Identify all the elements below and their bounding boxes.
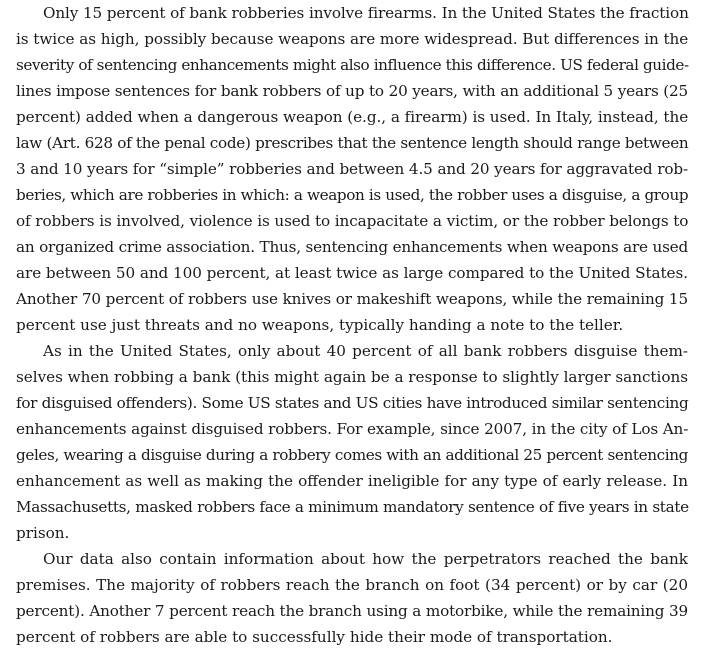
text-line: beries, which are robberies in which: a weapon is used, the robber uses a disguise, a group: [16, 186, 689, 204]
text-line: percent). Another 7 percent reach the branch using a motorbike, while the remaining 39: [16, 602, 688, 620]
text-line: is twice as high, possibly because weapons are more widespread. But differences in the: [16, 30, 689, 48]
text-line: enhancement as well as making the offender ineligible for any type of early release. In: [16, 472, 688, 490]
text-line: Another 70 percent of robbers use knives or makeshift weapons, while the remaining 15: [16, 290, 688, 308]
text-line: geles, wearing a disguise during a robbery comes with an additional 25 percent sentencing: [16, 446, 688, 464]
text-line: for disguised offenders). Some US states and US cities have introduced similar sentencing: [16, 394, 689, 412]
text-line: 3 and 10 years for “simple” robberies and between 4.5 and 20 years for aggravated rob-: [16, 160, 688, 178]
text-line: severity of sentencing enhancements might also influence this difference. US federal guide-: [16, 56, 689, 74]
text-line: As in the United States, only about 40 percent of all bank robbers disguise them-: [43, 342, 688, 360]
document-page: [16, 0, 688, 650]
text-line: percent of robbers are able to successfully hide their mode of transportation.: [16, 628, 613, 646]
text-line: selves when robbing a bank (this might again be a response to slightly larger sanctions: [16, 368, 688, 386]
text-line: percent) added when a dangerous weapon (e.g., a firearm) is used. In Italy, instead, the: [16, 108, 689, 126]
text-line: are between 50 and 100 percent, at least twice as large compared to the United States.: [16, 264, 688, 282]
paragraph-disguise: [16, 338, 688, 546]
text-line: percent use just threats and no weapons, typically handing a note to the teller.: [16, 316, 624, 334]
text-line: premises. The majority of robbers reach the branch on foot (34 percent) or by car (20: [16, 576, 688, 594]
text-line: lines impose sentences for bank robbers of up to 20 years, with an additional 5 years (25: [16, 82, 688, 100]
paragraph-transportation: [16, 546, 688, 650]
text-line: Our data also contain information about how the perpetrators reached the bank: [43, 550, 688, 568]
text-line: Massachusetts, masked robbers face a minimum mandatory sentence of five years in state: [16, 498, 689, 516]
text-line: law (Art. 628 of the penal code) prescribes that the sentence length should range between: [16, 134, 689, 152]
text-line: enhancements against disguised robbers. For example, since 2007, in the city of Los An-: [16, 420, 689, 438]
text-line: Only 15 percent of bank robberies involve firearms. In the United States the fraction: [43, 4, 689, 22]
text-line: prison.: [16, 524, 70, 542]
paragraph-firearms: [16, 0, 688, 338]
text-line: of robbers is involved, violence is used to incapacitate a victim, or the robber belongs to: [16, 212, 689, 230]
text-line: an organized crime association. Thus, sentencing enhancements when weapons are used: [16, 238, 688, 256]
